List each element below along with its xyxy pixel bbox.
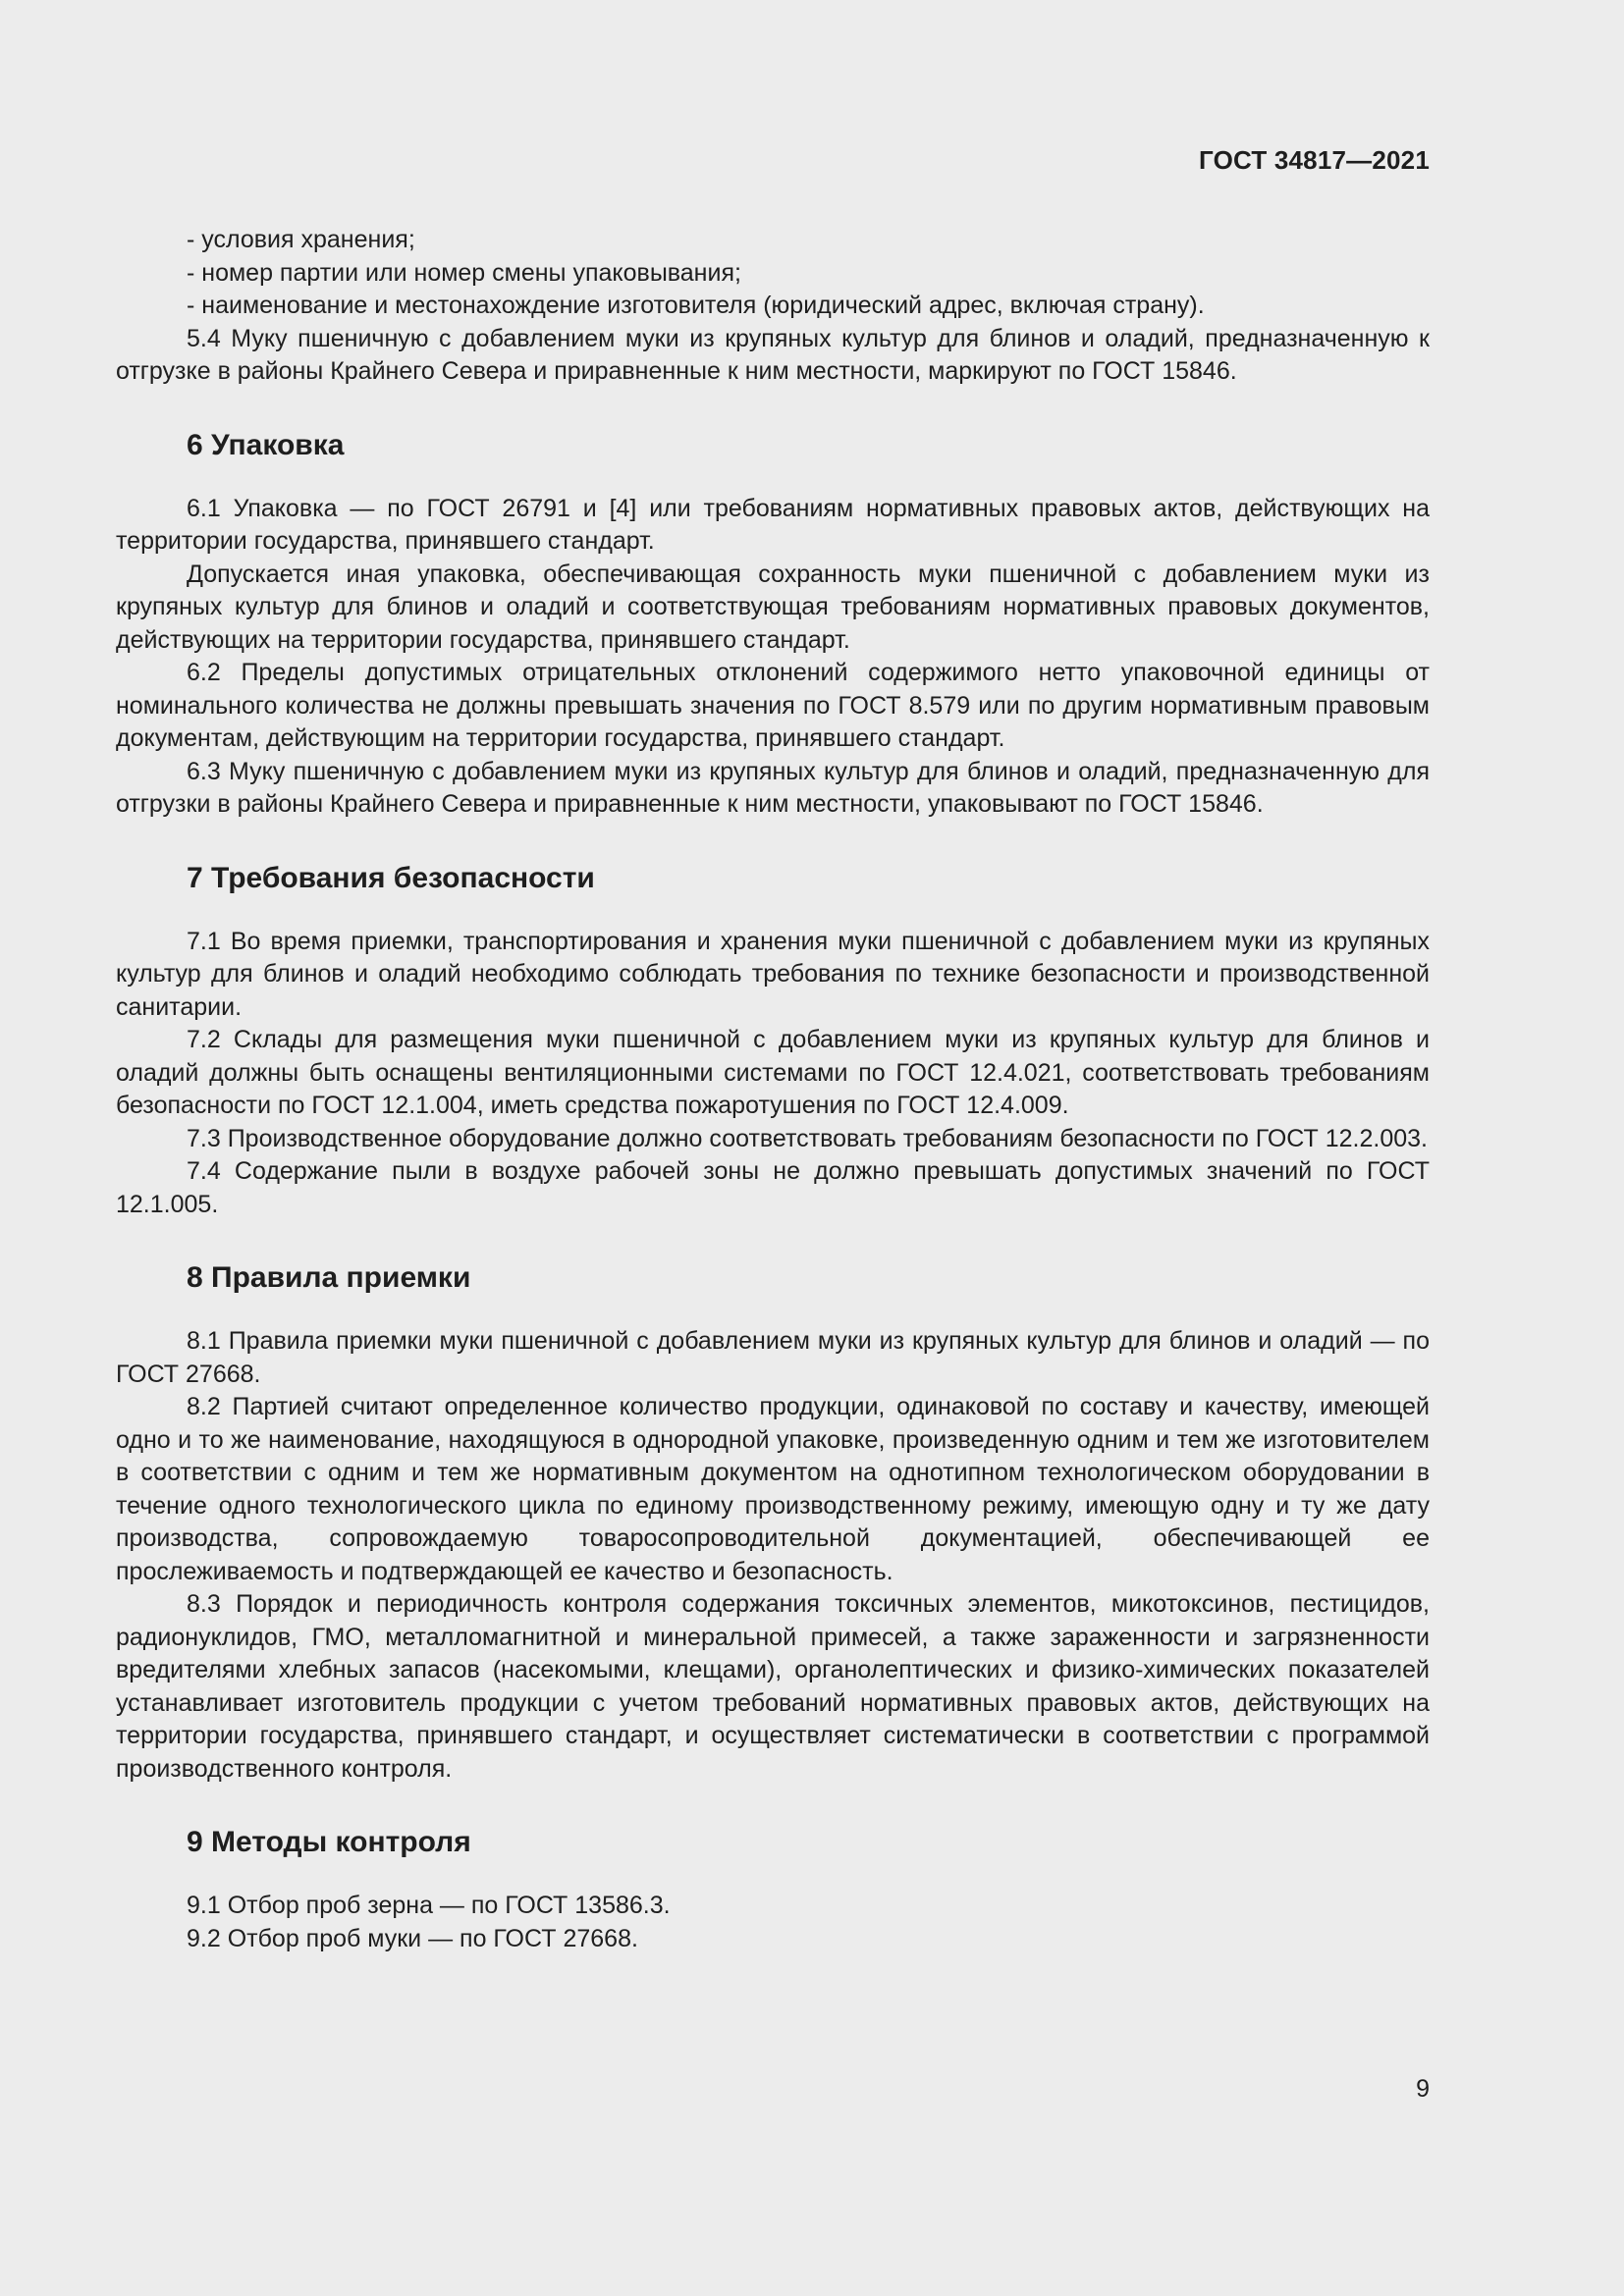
document-body <box>116 224 1430 1955</box>
section-heading-6: 6 Упаковка <box>187 428 345 461</box>
paragraph-8-3: 8.3 Порядок и периодичность контроля содержания токсичных элементов, микотоксинов, пестицидов, радионуклидов, ГМО, металломагнитной и минеральной примесей, а также зараженности и загрязненности вредителями хлебных запасов (насекомыми, клещами), органолептических и физико-химических показателей устанавливает изготовитель продукции с учетом требований нормативных правовых актов, действующих на территории государства, принявшего стандарт, и осуществляет систематически в соответствии с программой производственного контроля. <box>116 1590 1430 1783</box>
paragraph-6-1: 6.1 Упаковка — по ГОСТ 26791 и [4] или требованиям нормативных правовых актов, действующих на территории государства, принявшего стандарт. <box>116 494 1430 555</box>
section-heading-8: 8 Правила приемки <box>187 1261 471 1294</box>
paragraph-5-4: 5.4 Муку пшеничную с добавлением муки из крупяных культур для блинов и оладий, предназначенную к отгрузке в районы Крайнего Севера и приравненные к ним местности, маркируют по ГОСТ 15846. <box>116 324 1430 385</box>
document-code-header: ГОСТ 34817—2021 <box>1199 145 1430 175</box>
section-heading-7: 7 Требования безопасности <box>187 861 595 894</box>
list-item-manufacturer: - наименование и местонахождение изготовителя (юридический адрес, включая страну). <box>187 292 1205 319</box>
paragraph-7-3: 7.3 Производственное оборудование должно соответствовать требованиям безопасности по ГОСТ 12.2.003. <box>187 1124 1428 1152</box>
paragraph-9-2: 9.2 Отбор проб муки — по ГОСТ 27668. <box>187 1924 638 1952</box>
paragraph-6-2: 6.2 Пределы допустимых отрицательных отклонений содержимого нетто упаковочной единицы от номинального количества не должны превышать значения по ГОСТ 8.579 или по другим нормативным правовым документам, действующим на территории государства, принявшего стандарт. <box>116 659 1430 752</box>
paragraph-7-1: 7.1 Во время приемки, транспортирования и хранения муки пшеничной с добавлением муки из крупяных культур для блинов и оладий необходимо соблюдать требования по технике безопасности и производственной санитарии. <box>116 927 1430 1021</box>
paragraph-6-3: 6.3 Муку пшеничную с добавлением муки из крупяных культур для блинов и оладий, предназначенную для отгрузки в районы Крайнего Севера и приравненные к ним местности, упаковывают по ГОСТ 15846. <box>116 757 1430 818</box>
paragraph-7-4: 7.4 Содержание пыли в воздухе рабочей зоны не должно превышать допустимых значений по ГОСТ 12.1.005. <box>116 1157 1430 1218</box>
page-number: 9 <box>1416 2075 1430 2103</box>
paragraph-9-1: 9.1 Отбор проб зерна — по ГОСТ 13586.3. <box>187 1892 671 1919</box>
list-item-storage-conditions: - условия хранения; <box>187 226 415 253</box>
paragraph-7-2: 7.2 Склады для размещения муки пшеничной с добавлением муки из крупяных культур для блинов и оладий должны быть оснащены вентиляционными системами по ГОСТ 12.4.021, соответствовать требованиям безопасности по ГОСТ 12.1.004, иметь средства пожаротушения по ГОСТ 12.4.009. <box>116 1026 1430 1119</box>
section-heading-9: 9 Методы контроля <box>187 1826 471 1858</box>
list-item-batch-number: - номер партии или номер смены упаковывания; <box>187 258 741 287</box>
paragraph-8-2: 8.2 Партией считают определенное количество продукции, одинаковой по составу и качеству, имеющей одно и то же наименование, находящуюся в однородной упаковке, произведенную одним и тем же изготовителем в соответствии с одним и тем же нормативным документом на однотипном технологическом оборудовании в течение одного технологического цикла по единому производственному режиму, имеющую одну и ту же дату производства, сопровождаемую товаросопроводительной документацией, обеспечивающей ее прослеживаемость и подтверждающей ее качество и безопасность. <box>116 1393 1430 1585</box>
paragraph-6-1-note: Допускается иная упаковка, обеспечивающая сохранность муки пшеничной с добавлением муки из крупяных культур для блинов и оладий и соответствующая требованиям нормативных правовых документов, действующих на территории государства, принявшего стандарт. <box>116 560 1430 654</box>
paragraph-8-1: 8.1 Правила приемки муки пшеничной с добавлением муки из крупяных культур для блинов и оладий — по ГОСТ 27668. <box>116 1327 1430 1388</box>
